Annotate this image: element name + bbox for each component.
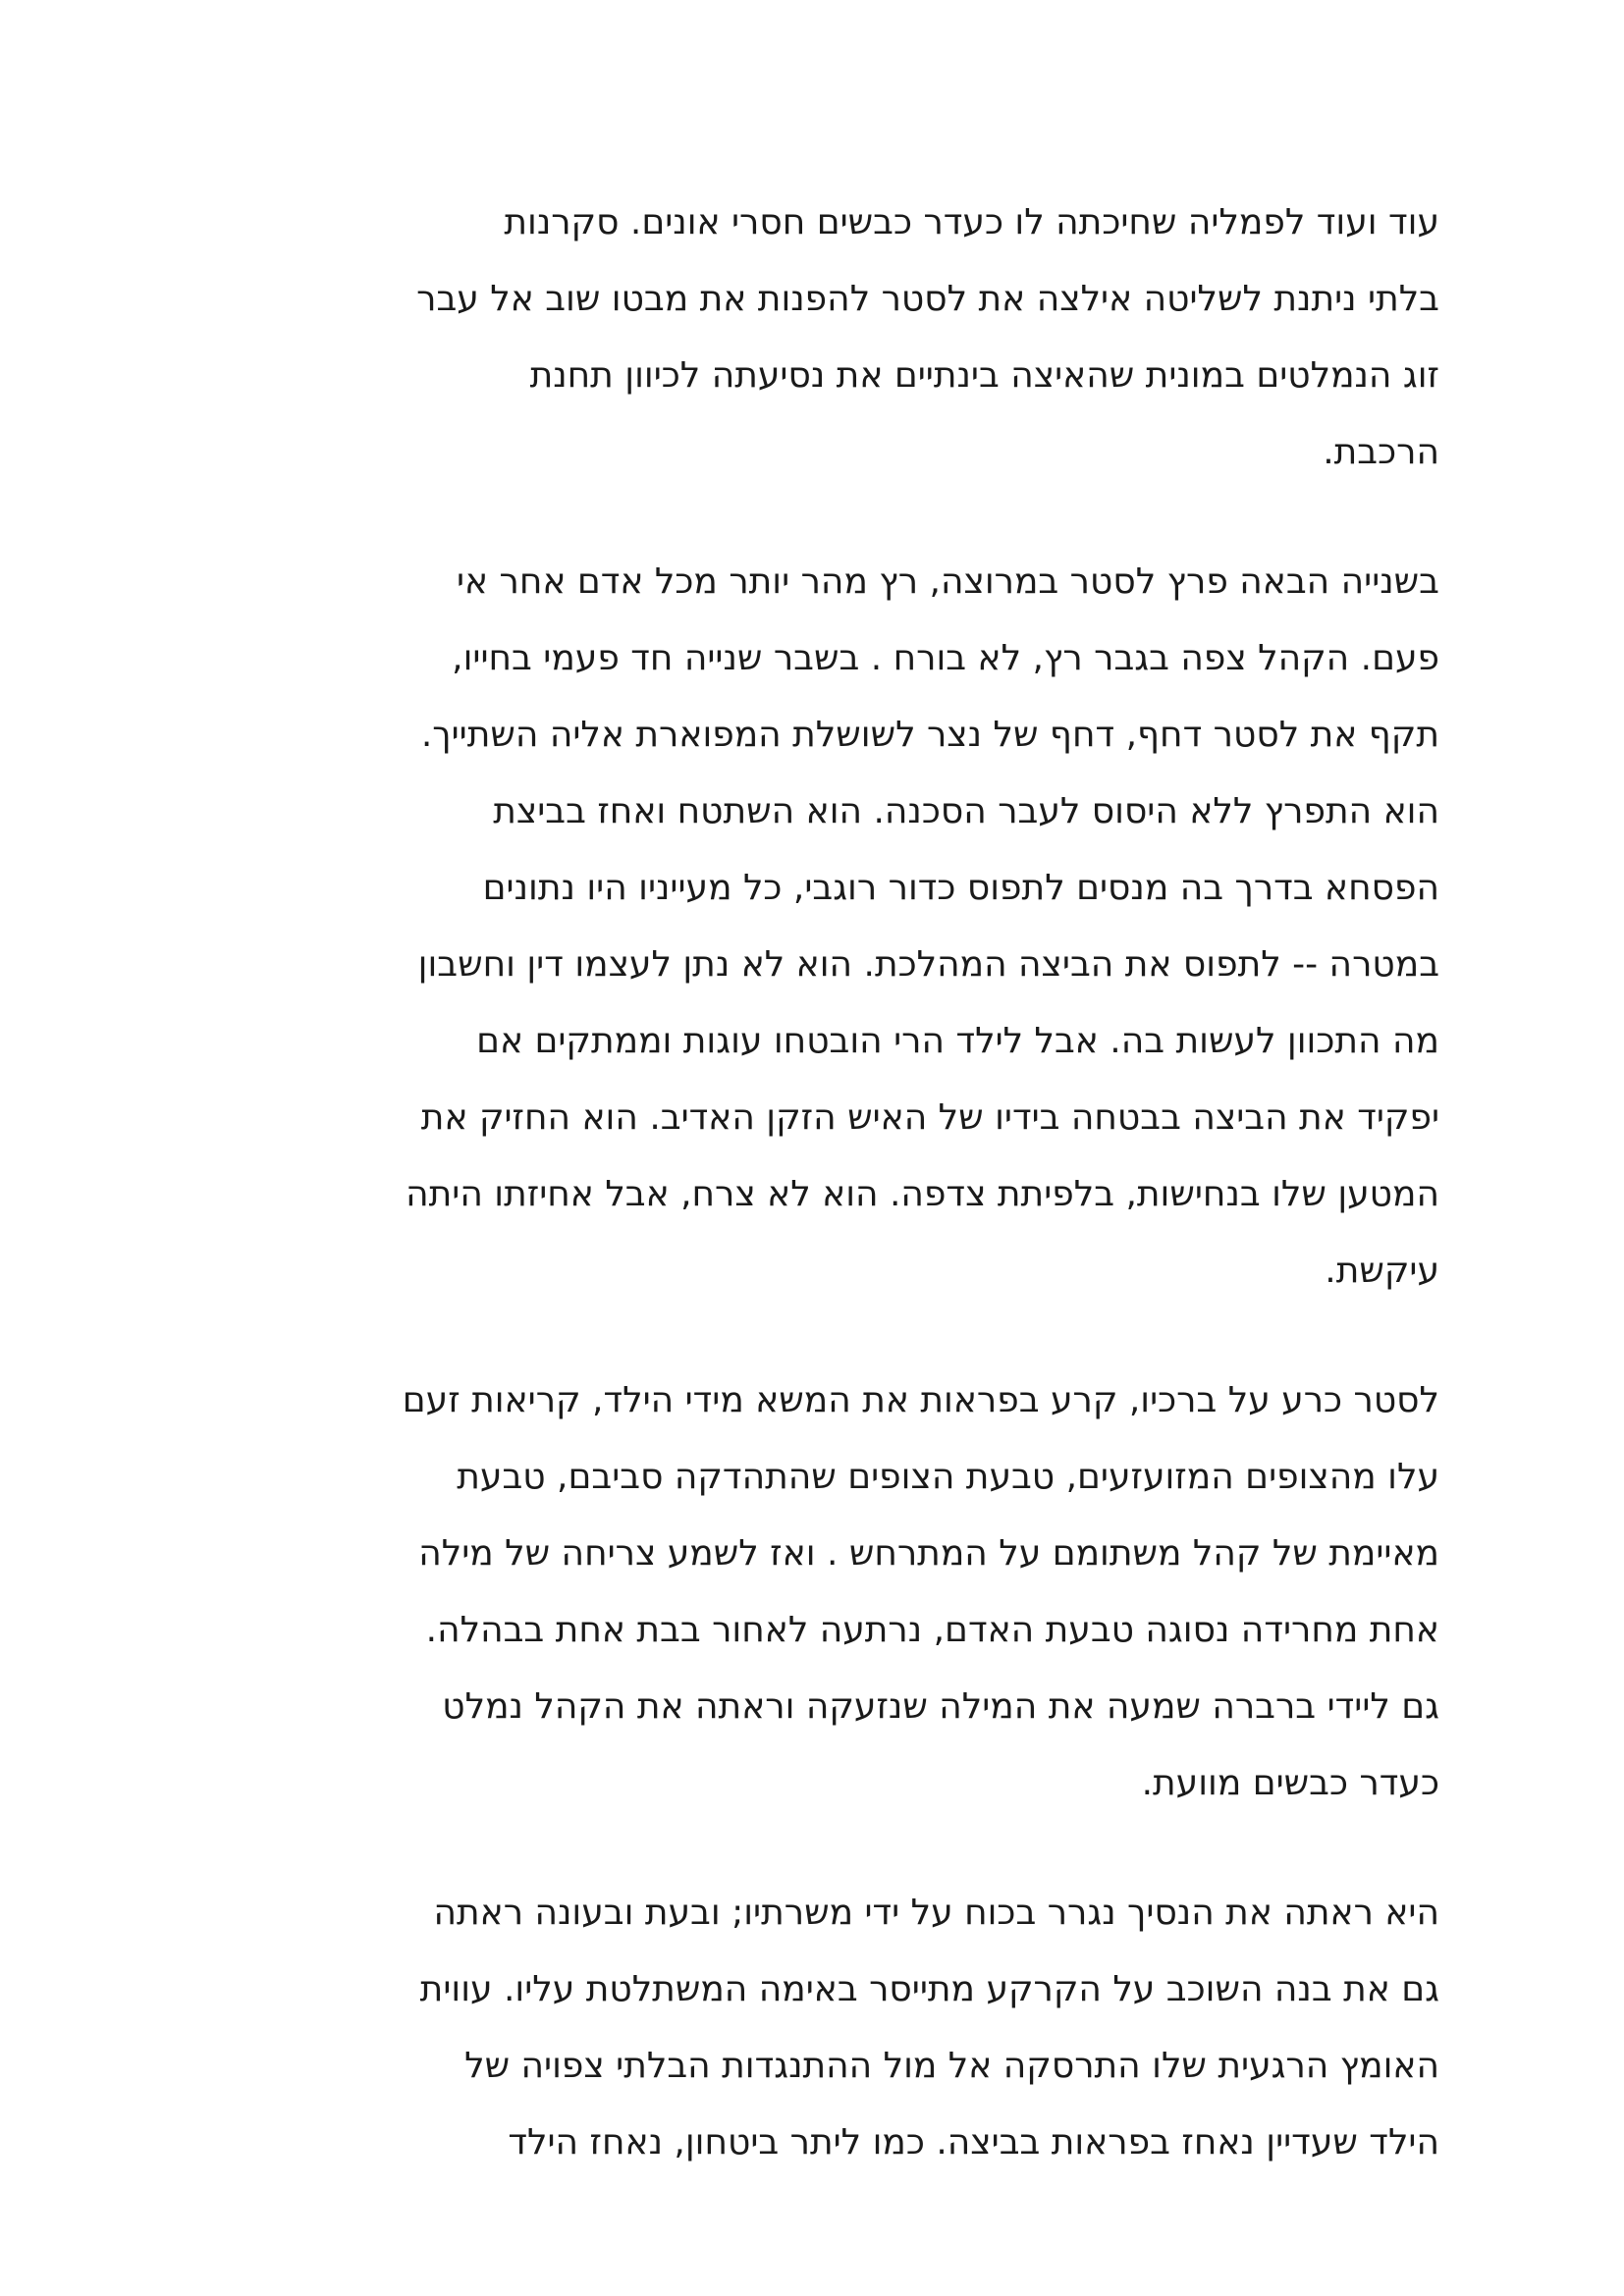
text-line: האומץ הרגעית שלו התרסקה אל מול ההתנגדות הבלתי צפויה של <box>464 2046 1439 2086</box>
text-line: גם את בנה השוכב על הקרקע מתייסר באימה המשתלטת עליו. עווית <box>419 1969 1439 2009</box>
paragraph-1 <box>196 185 1439 491</box>
text-line: תקף את לסטר דחף, דחף של נצר לשושלת המפוארת אליה השתייך. <box>420 715 1439 755</box>
text-line: פעם. הקהל צפה בגבר רץ, לא בורח . בשבר שנייה חד פעמי בחייו, <box>452 638 1439 678</box>
document-body <box>196 185 1439 2234</box>
text-line: הילד שעדיין נאחז בפראות בביצה. כמו ליתר ביטחון, נאחז הילד <box>508 2122 1439 2163</box>
text-line: בלתי ניתנת לשליטה אילצה את לסטר להפנות את מבטו שוב אל עבר <box>416 279 1439 319</box>
text-line: לסטר כרע על ברכיו, קרע בפראות את המשא מידי הילד, קריאות זעם <box>402 1380 1439 1420</box>
text-line: זוג הנמלטים במונית שהאיצה בינתיים את נסיעתה לכיוון תחנת <box>529 355 1439 396</box>
text-line: יפקיד את הביצה בבטחה בידיו של האיש הזקן האדיב. הוא החזיק את <box>420 1097 1439 1138</box>
text-line: עיקשת. <box>1325 1251 1439 1291</box>
text-line: אחת מחרידה נסוגה טבעת האדם, נרתעה לאחור בבת אחת בבהלה. <box>425 1610 1439 1650</box>
text-line: מאיימת של קהל משתומם על המתרחש . ואז לשמע צריחה של מילה <box>418 1533 1439 1574</box>
paragraph-4 <box>196 1875 1439 2181</box>
text-line: במטרה -- לתפוס את הביצה המהלכת. הוא לא נתן לעצמו דין וחשבון <box>417 944 1439 985</box>
text-line: עוד ועוד לפמליה שחיכתה לו כעדר כבשים חסרי אונים. סקרנות <box>504 202 1439 242</box>
text-line: הפסחא בדרך בה מנסים לתפוס כדור רוגבי, כל מעייניו היו נתונים <box>482 868 1439 908</box>
text-line: גם ליידי ברברה שמעה את המילה שנזעקה וראתה את הקהל נמלט <box>442 1686 1439 1727</box>
text-line: הוא התפרץ ללא היסוס לעבר הסכנה. הוא השתטח ואחז בביצת <box>493 791 1439 831</box>
text-line: מה התכוון לעשות בה. אבל לילד הרי הובטחו עוגות וממתקים אם <box>476 1021 1439 1061</box>
text-line: כעדר כבשים מוועת. <box>1141 1763 1439 1803</box>
text-line: המטען שלו בנחישות, בלפיתת צדפה. הוא לא צרח, אבל אחיזתו היתה <box>406 1174 1439 1214</box>
text-line: עלו מהצופים המזועזעים, טבעת הצופים שהתהדקה סביבם, טבעת <box>457 1457 1439 1497</box>
paragraph-3 <box>196 1362 1439 1822</box>
text-line: היא ראתה את הנסיך נגרר בכוח על ידי משרתיו; ובעת ובעונה ראתה <box>433 1893 1439 1933</box>
text-line: הרכבת. <box>1323 432 1439 472</box>
paragraph-2 <box>196 544 1439 1309</box>
text-line: בשנייה הבאה פרץ לסטר במרוצה, רץ מהר יותר מכל אדם אחר אי <box>456 561 1439 602</box>
